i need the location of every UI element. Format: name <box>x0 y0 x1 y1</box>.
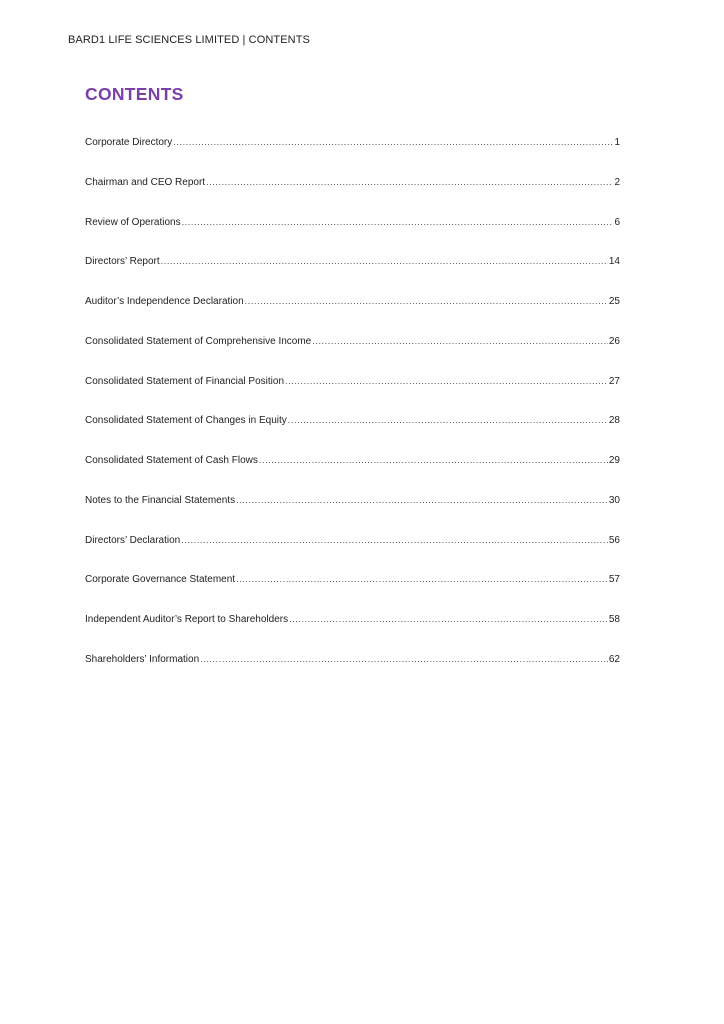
toc-entry-shareholders-information[interactable] <box>85 654 620 694</box>
toc-entry-label: Directors’ Declaration <box>85 534 181 546</box>
toc-entry-page-number: 28 <box>608 415 620 427</box>
toc-entry-page-number: 62 <box>608 653 620 665</box>
toc-entry-label: Notes to the Financial Statements <box>85 494 236 506</box>
dot-leader <box>288 415 608 425</box>
toc-entry-label: Auditor’s Independence Declaration <box>85 296 244 307</box>
toc-entry-page-number: 57 <box>608 574 620 586</box>
dot-leader <box>161 256 608 266</box>
toc-entry-page-number: 30 <box>608 494 620 506</box>
dot-leader <box>182 217 614 227</box>
running-header: BARD1 LIFE SCIENCES LIMITED | CONTENTS <box>68 34 310 46</box>
toc-entry-independent-auditors-report[interactable] <box>85 614 620 654</box>
toc-entry-label: Corporate Directory <box>85 137 173 148</box>
toc-entry-page-number: 6 <box>614 216 620 228</box>
dot-leader <box>236 574 608 584</box>
toc-entry-page-number: 27 <box>608 375 620 387</box>
toc-entry-corporate-governance-statement[interactable] <box>85 574 620 614</box>
toc-entry-page-number: 2 <box>614 176 620 188</box>
dot-leader <box>245 296 608 306</box>
toc-entry-directors-report[interactable] <box>85 256 620 296</box>
toc-entry-page-number: 1 <box>614 137 620 148</box>
toc-entry-label: Consolidated Statement of Changes in Equity <box>85 415 287 427</box>
toc-entry-label: Review of Operations <box>85 216 181 228</box>
toc-entry-label: Directors’ Report <box>85 256 160 268</box>
toc-entry-page-number: 26 <box>608 335 620 347</box>
toc-entry-page-number: 56 <box>608 534 620 546</box>
toc-entry-label: Consolidated Statement of Financial Position <box>85 375 285 387</box>
toc-entry-page-number: 29 <box>608 455 620 466</box>
dot-leader <box>285 376 608 386</box>
toc-entry-notes-to-financial-statements[interactable] <box>85 495 620 535</box>
toc-entry-cash-flows[interactable] <box>85 455 620 495</box>
toc-entry-page-number: 14 <box>608 256 620 268</box>
toc-entry-changes-in-equity[interactable] <box>85 415 620 455</box>
dot-leader <box>200 654 608 664</box>
dot-leader <box>206 177 613 187</box>
toc-entry-page-number: 25 <box>608 296 620 307</box>
toc-entry-label: Consolidated Statement of Cash Flows <box>85 455 258 466</box>
toc-entry-chairman-ceo-report[interactable] <box>85 177 620 217</box>
dot-leader <box>173 137 613 147</box>
table-of-contents <box>85 137 620 694</box>
toc-entry-comprehensive-income[interactable] <box>85 336 620 376</box>
toc-entry-review-of-operations[interactable] <box>85 217 620 257</box>
toc-entry-label: Independent Auditor’s Report to Shareholders <box>85 614 289 625</box>
toc-entry-label: Shareholders’ Information <box>85 653 200 665</box>
dot-leader <box>181 535 608 545</box>
toc-entry-financial-position[interactable] <box>85 376 620 416</box>
toc-entry-page-number: 58 <box>608 614 620 625</box>
toc-entry-directors-declaration[interactable] <box>85 535 620 575</box>
toc-entry-label: Corporate Governance Statement <box>85 574 236 586</box>
page-title: CONTENTS <box>85 84 184 104</box>
toc-entry-label: Chairman and CEO Report <box>85 176 206 188</box>
dot-leader <box>236 495 608 505</box>
dot-leader <box>312 336 608 346</box>
toc-entry-corporate-directory[interactable] <box>85 137 620 177</box>
dot-leader <box>289 614 608 624</box>
toc-entry-auditors-independence-declaration[interactable] <box>85 296 620 336</box>
dot-leader <box>259 455 608 465</box>
toc-entry-label: Consolidated Statement of Comprehensive Income <box>85 335 312 347</box>
